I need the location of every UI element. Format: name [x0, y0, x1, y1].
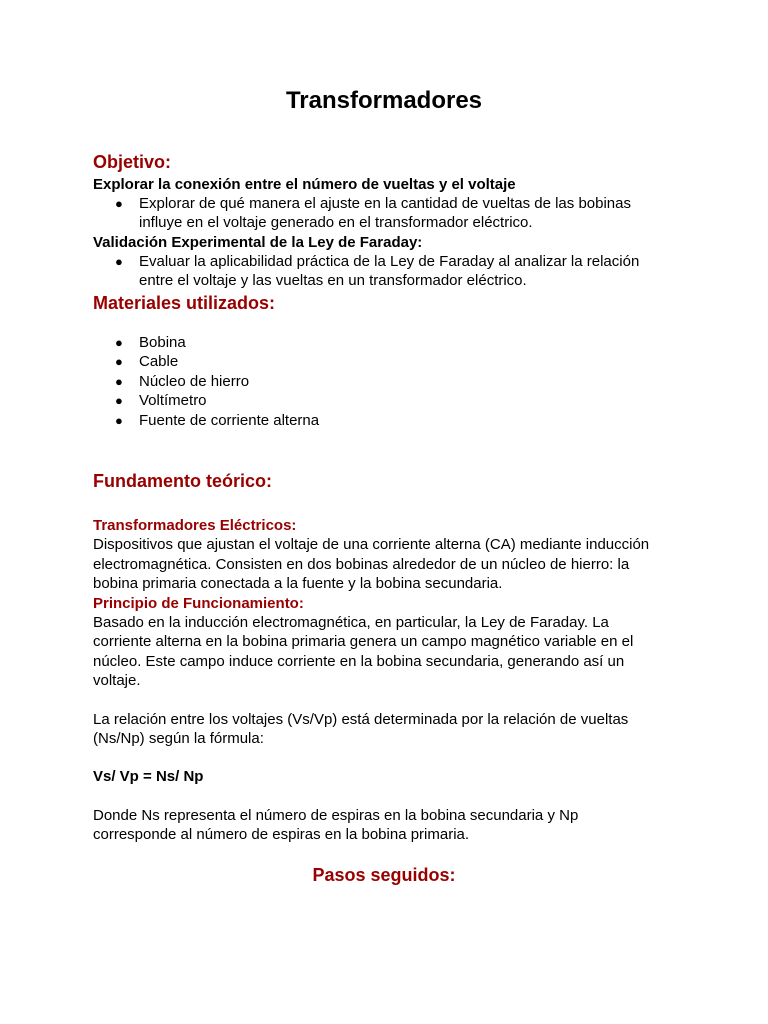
material-item: Núcleo de hierro — [139, 373, 250, 390]
paragraph-line: electromagnética. Consisten en dos bobinas alrededor de un núcleo de hierro: la — [93, 556, 630, 573]
bullet-icon: ● — [115, 196, 123, 211]
objetivo-bullet-2-line-2: entre el voltaje y las vueltas en un transformador eléctrico. — [139, 272, 527, 289]
paragraph-line: Basado en la inducción electromagnética, en particular, la Ley de Faraday. La — [93, 614, 609, 631]
objetivo-label-2: Validación Experimental de la Ley de Faraday: — [93, 234, 423, 251]
material-item: Bobina — [139, 334, 186, 351]
material-item: Fuente de corriente alterna — [139, 412, 320, 429]
paragraph-line: voltaje. — [93, 672, 141, 689]
paragraph-line: bobina primaria conectada a la fuente y la bobina secundaria. — [93, 575, 503, 592]
bullet-icon: ● — [115, 254, 123, 269]
material-item: Cable — [139, 353, 179, 370]
objetivo-bullet-1-line-2: influye en el voltaje generado en el transformador eléctrico. — [139, 214, 533, 231]
paragraph-line: Donde Ns representa el número de espiras en la bobina secundaria y Np — [93, 807, 579, 824]
bullet-icon: ● — [115, 374, 123, 389]
paragraph-line: (Ns/Np) según la fórmula: — [93, 730, 264, 747]
objetivo-bullet-2-line-1: Evaluar la aplicabilidad práctica de la Ley de Faraday al analizar la relación — [139, 253, 640, 270]
page-title: Transformadores — [285, 87, 483, 114]
fundamento-heading: Fundamento teórico: — [93, 471, 272, 491]
paragraph-line: Dispositivos que ajustan el voltaje de una corriente alterna (CA) mediante inducción — [93, 536, 650, 553]
paragraph-line: La relación entre los voltajes (Vs/Vp) está determinada por la relación de vueltas — [93, 711, 629, 728]
transformadores-subheading: Transformadores Eléctricos: — [93, 517, 297, 534]
formula: Vs/ Vp = Ns/ Np — [93, 768, 204, 785]
objetivo-bullet-1-line-1: Explorar de qué manera el ajuste en la cantidad de vueltas de las bobinas — [139, 195, 631, 212]
paragraph-line: corriente alterna en la bobina primaria genera un campo magnético variable en el — [93, 633, 634, 650]
objetivo-label-1: Explorar la conexión entre el número de vueltas y el voltaje — [93, 176, 516, 193]
bullet-icon: ● — [115, 393, 123, 408]
paragraph-line: núcleo. Este campo induce corriente en la bobina secundaria, generando así un — [93, 653, 625, 670]
paragraph-line: corresponde al número de espiras en la bobina primaria. — [93, 826, 470, 843]
bullet-icon: ● — [115, 413, 123, 428]
materiales-heading: Materiales utilizados: — [93, 293, 276, 313]
bullet-icon: ● — [115, 354, 123, 369]
pasos-heading: Pasos seguidos: — [312, 865, 456, 885]
material-item: Voltímetro — [139, 392, 207, 409]
principio-subheading: Principio de Funcionamiento: — [93, 595, 304, 612]
bullet-icon: ● — [115, 335, 123, 350]
objetivo-heading: Objetivo: — [93, 152, 172, 172]
